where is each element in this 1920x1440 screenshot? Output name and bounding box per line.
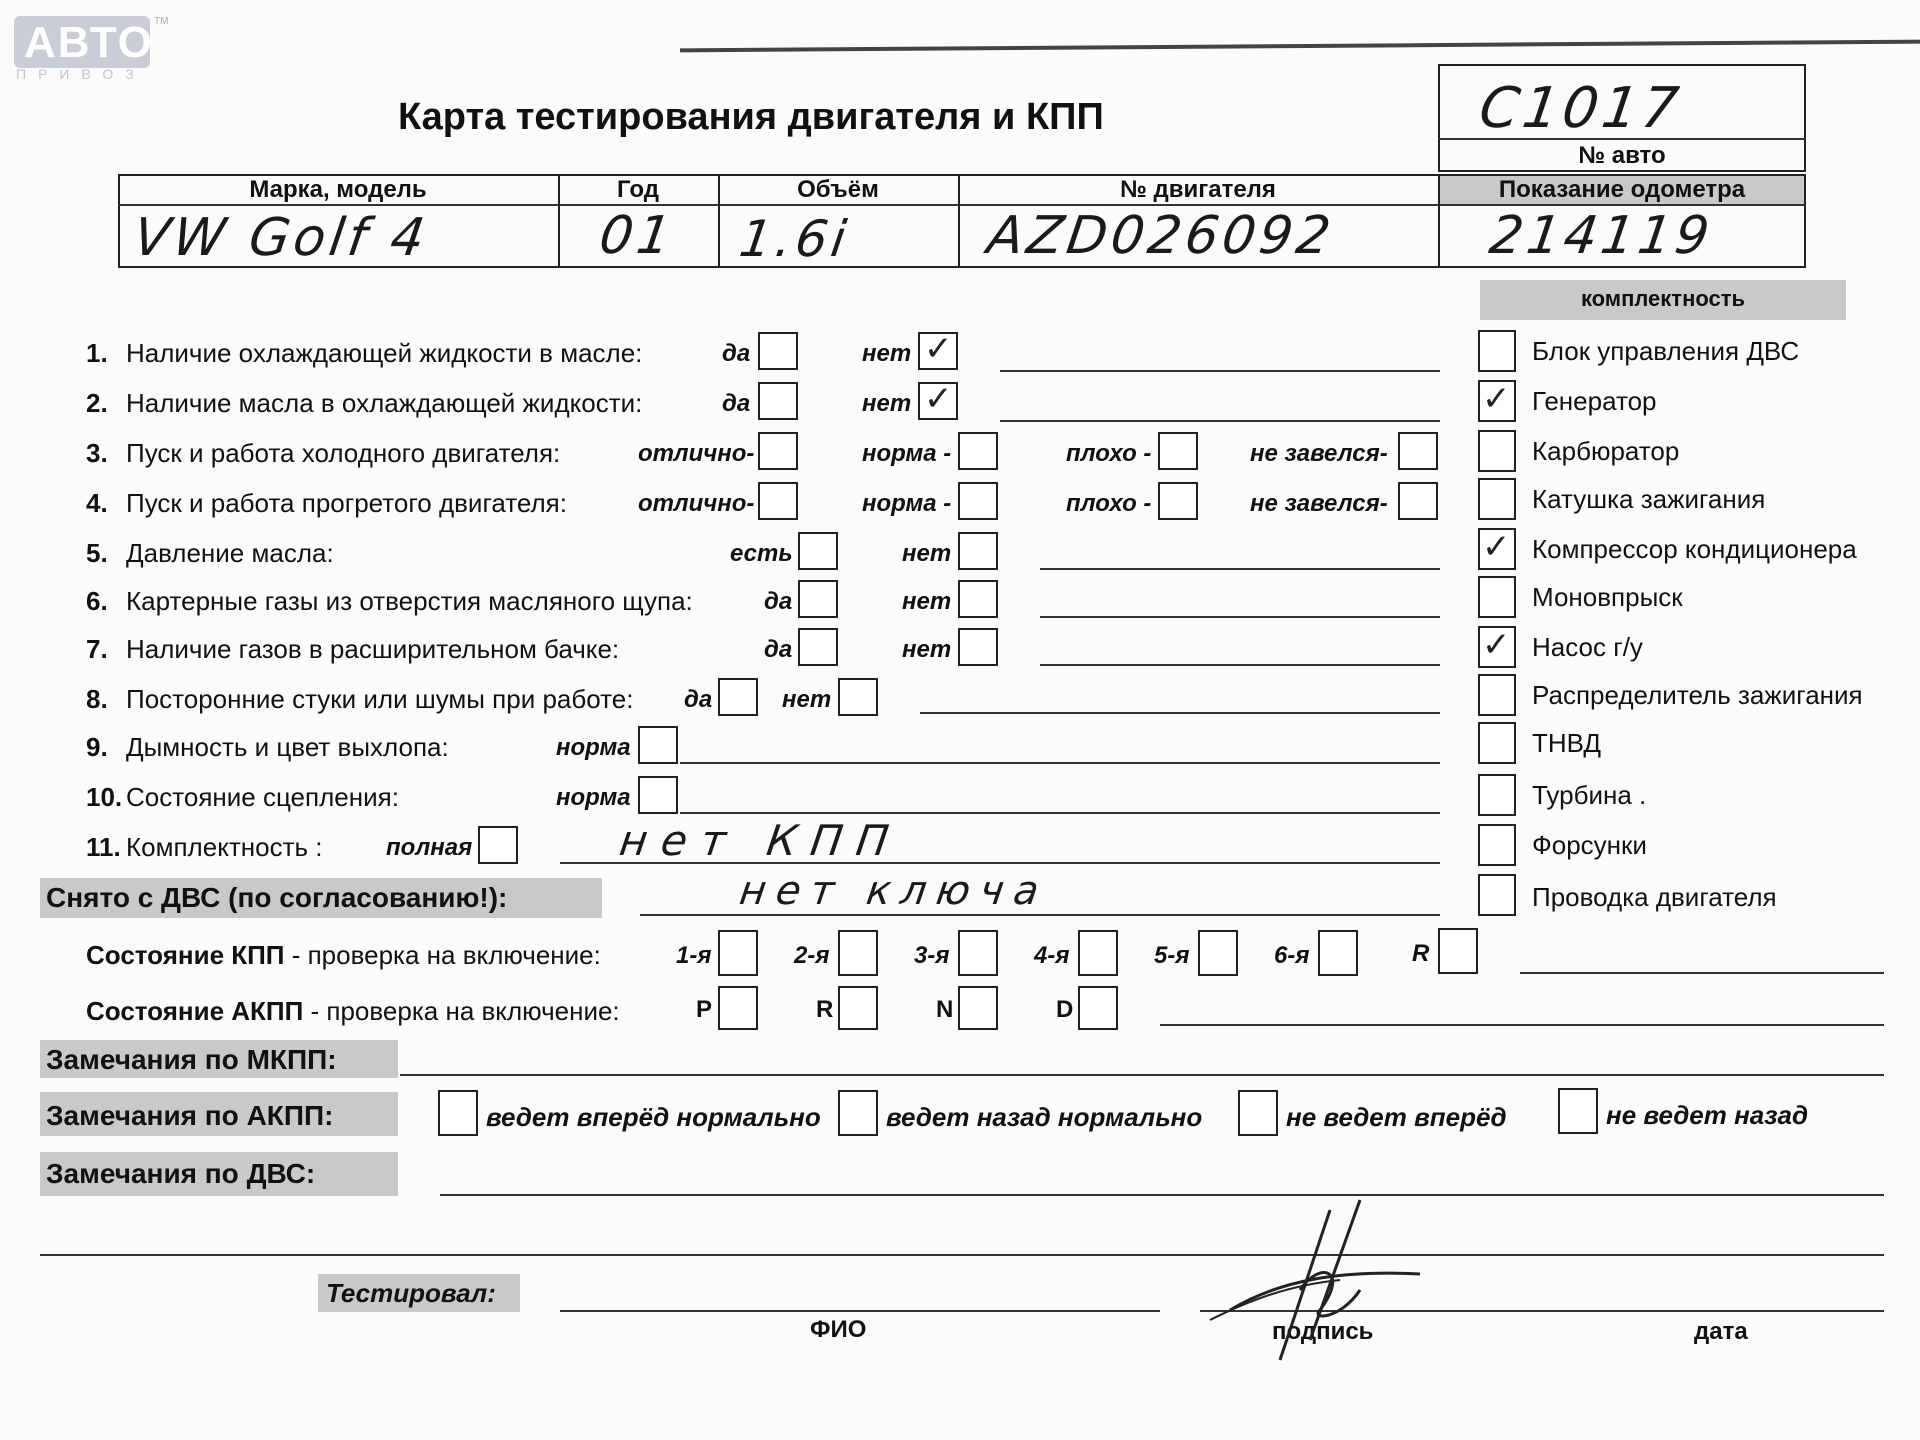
comp-5-label: Компрессор кондиционера <box>1532 534 1857 564</box>
kpp-gear-3-checkbox[interactable] <box>958 930 998 976</box>
item-8-opt-yes-label: да <box>684 686 713 713</box>
item-3-text: Пуск и работа холодного двигателя: <box>126 438 561 468</box>
comp-9-checkbox[interactable] <box>1478 722 1516 764</box>
item-1-notes-line[interactable] <box>1000 370 1440 372</box>
akpp-label-rest: - проверка на включение: <box>303 996 620 1026</box>
comp-10-checkbox[interactable] <box>1478 774 1516 816</box>
item-6-notes-line[interactable] <box>1040 616 1440 618</box>
remarks-dvs-line-1[interactable] <box>440 1194 1884 1196</box>
item-8-text: Посторонние стуки или шумы при работе: <box>126 684 634 714</box>
item-8-opt-no-checkbox[interactable] <box>838 678 878 716</box>
item-4-text: Пуск и работа прогретого двигателя: <box>126 488 567 518</box>
akpp-mode-d-label: D <box>1056 996 1074 1023</box>
item-6-opt-yes-label: да <box>764 588 793 615</box>
item-7-notes-line[interactable] <box>1040 664 1440 666</box>
engine-no-label: № двигателя <box>1120 176 1276 203</box>
comp-8-checkbox[interactable] <box>1478 674 1516 716</box>
item-11-note: нет КПП <box>616 816 906 865</box>
akpp-no-forward-checkbox[interactable] <box>1238 1090 1278 1136</box>
make-model-label: Марка, модель <box>249 176 427 203</box>
item-9-notes-line[interactable] <box>680 762 1440 764</box>
logo <box>14 16 169 68</box>
item-2-notes-line[interactable] <box>1000 420 1440 422</box>
item-9-number: 9. <box>86 732 108 762</box>
comp-5-mark: ✓ <box>1482 527 1511 567</box>
kpp-gear-2-label: 2-я <box>794 942 830 969</box>
item-2-number: 2. <box>86 388 108 418</box>
item-10-opt-normal-label: норма <box>556 784 631 811</box>
kpp-gear-1-checkbox[interactable] <box>718 930 758 976</box>
comp-2-label: Генератор <box>1532 386 1657 416</box>
akpp-forward-ok-label: ведет вперёд нормально <box>486 1102 821 1132</box>
item-4-number: 4. <box>86 488 108 518</box>
item-3-opt-bad-label: плохо - <box>1066 440 1152 467</box>
comp-7-mark: ✓ <box>1482 625 1511 665</box>
kpp-gear-3-label: 3-я <box>914 942 950 969</box>
item-10-number: 10. <box>86 782 123 812</box>
car-number-label: № авто <box>1578 142 1666 169</box>
akpp-mode-n-label: N <box>936 996 954 1023</box>
item-4-opt-normal-label: норма - <box>862 490 952 517</box>
akpp-label <box>86 996 620 1027</box>
item-11-opt-full-checkbox[interactable] <box>478 826 518 864</box>
year-value: 01 <box>595 206 679 266</box>
comp-6-label: Моновпрыск <box>1532 582 1683 612</box>
akpp-notes-line[interactable] <box>1160 1024 1884 1026</box>
car-number-value: С1017 <box>1475 76 1687 141</box>
comp-4-label: Катушка зажигания <box>1532 484 1766 514</box>
item-8-opt-yes-checkbox[interactable] <box>718 678 758 716</box>
item-6-text: Картерные газы из отверстия масляного щупа: <box>126 586 693 616</box>
item-8-opt-no-label: нет <box>782 686 832 713</box>
item-4-opt-normal-checkbox[interactable] <box>958 482 998 520</box>
comp-10-label: Турбина . <box>1532 780 1647 810</box>
item-3-opt-normal-checkbox[interactable] <box>958 432 998 470</box>
completeness-title: комплектность <box>1580 286 1746 311</box>
akpp-no-forward-label: не ведет вперёд <box>1286 1102 1507 1132</box>
comp-3-checkbox[interactable] <box>1478 430 1516 472</box>
item-4-opt-excellent-checkbox[interactable] <box>758 482 798 520</box>
item-7-text: Наличие газов в расширительном бачке: <box>126 634 620 664</box>
signature-label: подпись <box>1272 1318 1374 1345</box>
item-6-opt-no-checkbox[interactable] <box>958 580 998 618</box>
akpp-no-reverse-checkbox[interactable] <box>1558 1088 1598 1134</box>
item-3-number: 3. <box>86 438 108 468</box>
kpp-label-bold: Состояние КПП <box>86 940 285 970</box>
kpp-gear-r-checkbox[interactable] <box>1438 928 1478 974</box>
logo-sub-text: ПРИВОЗ <box>16 66 146 82</box>
signature-scribble <box>1190 1190 1470 1370</box>
item-9-opt-normal-label: норма <box>556 734 631 761</box>
logo-main-text: АВТО <box>24 18 154 67</box>
removed-notes-line[interactable] <box>640 914 1440 916</box>
item-5-opt-yes-label: есть <box>730 540 793 567</box>
item-5-number: 5. <box>86 538 108 568</box>
kpp-gear-4-label: 4-я <box>1034 942 1070 969</box>
kpp-notes-line[interactable] <box>1520 972 1884 974</box>
item-1-number: 1. <box>86 338 108 368</box>
remarks-mkpp-line[interactable] <box>400 1074 1884 1076</box>
kpp-gear-2-checkbox[interactable] <box>838 930 878 976</box>
fio-label: ФИО <box>810 1316 867 1343</box>
akpp-mode-n-checkbox[interactable] <box>958 986 998 1030</box>
item-5-opt-yes-checkbox[interactable] <box>798 532 838 570</box>
item-3-opt-excellent-label: отлично- <box>638 440 755 467</box>
comp-7-label: Насос г/у <box>1532 632 1643 662</box>
remarks-akpp-label: Замечания по АКПП: <box>46 1100 334 1131</box>
kpp-gear-5-checkbox[interactable] <box>1198 930 1238 976</box>
year-label: Год <box>617 176 659 203</box>
item-5-notes-line[interactable] <box>1040 568 1440 570</box>
item-10-notes-line[interactable] <box>680 812 1440 814</box>
kpp-label <box>86 940 601 971</box>
item-11-notes-line[interactable] <box>560 862 1440 864</box>
item-4-opt-bad-checkbox[interactable] <box>1158 482 1198 520</box>
engine-no-value: AZD026092 <box>983 206 1338 266</box>
item-6-opt-yes-checkbox[interactable] <box>798 580 838 618</box>
kpp-gear-6-checkbox[interactable] <box>1318 930 1358 976</box>
kpp-gear-4-checkbox[interactable] <box>1078 930 1118 976</box>
comp-6-checkbox[interactable] <box>1478 576 1516 618</box>
kpp-gear-1-label: 1-я <box>676 942 712 969</box>
akpp-label-bold: Состояние АКПП <box>86 996 304 1026</box>
odometer-label: Показание одометра <box>1498 176 1746 203</box>
item-8-notes-line[interactable] <box>920 712 1440 714</box>
akpp-mode-p-label: P <box>696 996 713 1023</box>
kpp-gear-6-label: 6-я <box>1274 942 1310 969</box>
volume-value: 1.6i <box>735 210 854 268</box>
item-3-opt-excellent-checkbox[interactable] <box>758 432 798 470</box>
item-2-opt-yes-label: да <box>722 390 751 417</box>
item-11-opt-full-label: полная <box>386 834 473 861</box>
akpp-forward-ok-checkbox[interactable] <box>438 1090 478 1136</box>
akpp-reverse-ok-checkbox[interactable] <box>838 1090 878 1136</box>
item-3-opt-nostart-label: не завелся- <box>1250 440 1388 467</box>
item-1-check-mark: ✓ <box>924 329 953 369</box>
comp-11-label: Форсунки <box>1532 830 1647 860</box>
comp-4-checkbox[interactable] <box>1478 478 1516 520</box>
item-8-number: 8. <box>86 684 108 714</box>
remarks-dvs-line-2[interactable] <box>40 1254 1884 1256</box>
comp-12-label: Проводка двигателя <box>1532 882 1777 912</box>
item-2-opt-yes-checkbox[interactable] <box>758 382 798 420</box>
item-1-text: Наличие охлаждающей жидкости в масле: <box>126 338 643 368</box>
item-1-opt-no-label: нет <box>862 340 912 367</box>
comp-8-label: Распределитель зажигания <box>1532 680 1863 710</box>
comp-12-checkbox[interactable] <box>1478 874 1516 916</box>
fio-line[interactable] <box>560 1310 1160 1312</box>
item-7-opt-no-label: нет <box>902 636 952 663</box>
akpp-mode-d-checkbox[interactable] <box>1078 986 1118 1030</box>
comp-3-label: Карбюратор <box>1532 436 1680 466</box>
removed-note: нет ключа <box>736 868 1052 914</box>
item-10-text: Состояние сцепления: <box>126 782 399 812</box>
item-4-opt-nostart-label: не завелся- <box>1250 490 1388 517</box>
date-line[interactable] <box>1560 1310 1884 1312</box>
akpp-reverse-ok-label: ведет назад нормально <box>886 1102 1203 1132</box>
make-model-value: VW Golf 4 <box>129 208 433 268</box>
comp-1-label: Блок управления ДВС <box>1532 336 1800 366</box>
item-7-opt-yes-label: да <box>764 636 793 663</box>
kpp-gear-r-label: R <box>1412 940 1430 967</box>
removed-label: Снято с ДВС (по согласованию!): <box>46 882 508 913</box>
odometer-value: 214119 <box>1485 206 1717 266</box>
item-3-opt-nostart-checkbox[interactable] <box>1398 432 1438 470</box>
comp-9-label: ТНВД <box>1532 728 1602 758</box>
comp-1-checkbox[interactable] <box>1478 330 1516 372</box>
item-6-number: 6. <box>86 586 108 616</box>
item-1-opt-yes-label: да <box>722 340 751 367</box>
item-2-opt-no-label: нет <box>862 390 912 417</box>
item-3-opt-normal-label: норма - <box>862 440 952 467</box>
item-5-text: Давление масла: <box>126 538 334 568</box>
tested-label: Тестировал: <box>326 1278 496 1308</box>
akpp-no-reverse-label: не ведет назад <box>1606 1100 1809 1130</box>
item-1-opt-yes-checkbox[interactable] <box>758 332 798 370</box>
item-11-text: Комплектность : <box>126 832 323 862</box>
item-7-opt-yes-checkbox[interactable] <box>798 628 838 666</box>
logo-tm: TM <box>154 16 169 27</box>
item-2-text: Наличие масла в охлаждающей жидкости: <box>126 388 643 418</box>
volume-label: Объём <box>797 176 879 203</box>
top-edge-line <box>680 40 1920 53</box>
item-4-opt-bad-label: плохо - <box>1066 490 1152 517</box>
item-10-opt-normal-checkbox[interactable] <box>638 776 678 814</box>
item-9-text: Дымность и цвет выхлопа: <box>126 732 449 762</box>
akpp-mode-p-checkbox[interactable] <box>718 986 758 1030</box>
akpp-mode-r-checkbox[interactable] <box>838 986 878 1030</box>
item-4-opt-nostart-checkbox[interactable] <box>1398 482 1438 520</box>
item-7-number: 7. <box>86 634 108 664</box>
item-11-number: 11. <box>86 832 121 862</box>
item-5-opt-no-checkbox[interactable] <box>958 532 998 570</box>
date-label: дата <box>1694 1318 1748 1345</box>
item-5-opt-no-label: нет <box>902 540 952 567</box>
remarks-mkpp-label: Замечания по МКПП: <box>46 1044 337 1075</box>
comp-2-mark: ✓ <box>1482 379 1511 419</box>
item-7-opt-no-checkbox[interactable] <box>958 628 998 666</box>
remarks-dvs-label: Замечания по ДВС: <box>46 1158 316 1189</box>
kpp-label-rest: - проверка на включение: <box>284 940 601 970</box>
kpp-gear-5-label: 5-я <box>1154 942 1190 969</box>
item-4-opt-excellent-label: отлично- <box>638 490 755 517</box>
item-3-opt-bad-checkbox[interactable] <box>1158 432 1198 470</box>
comp-11-checkbox[interactable] <box>1478 824 1516 866</box>
akpp-mode-r-label: R <box>816 996 834 1023</box>
page-title: Карта тестирования двигателя и КПП <box>398 96 1104 138</box>
item-2-check-mark: ✓ <box>924 379 953 419</box>
item-9-opt-normal-checkbox[interactable] <box>638 726 678 764</box>
item-6-opt-no-label: нет <box>902 588 952 615</box>
